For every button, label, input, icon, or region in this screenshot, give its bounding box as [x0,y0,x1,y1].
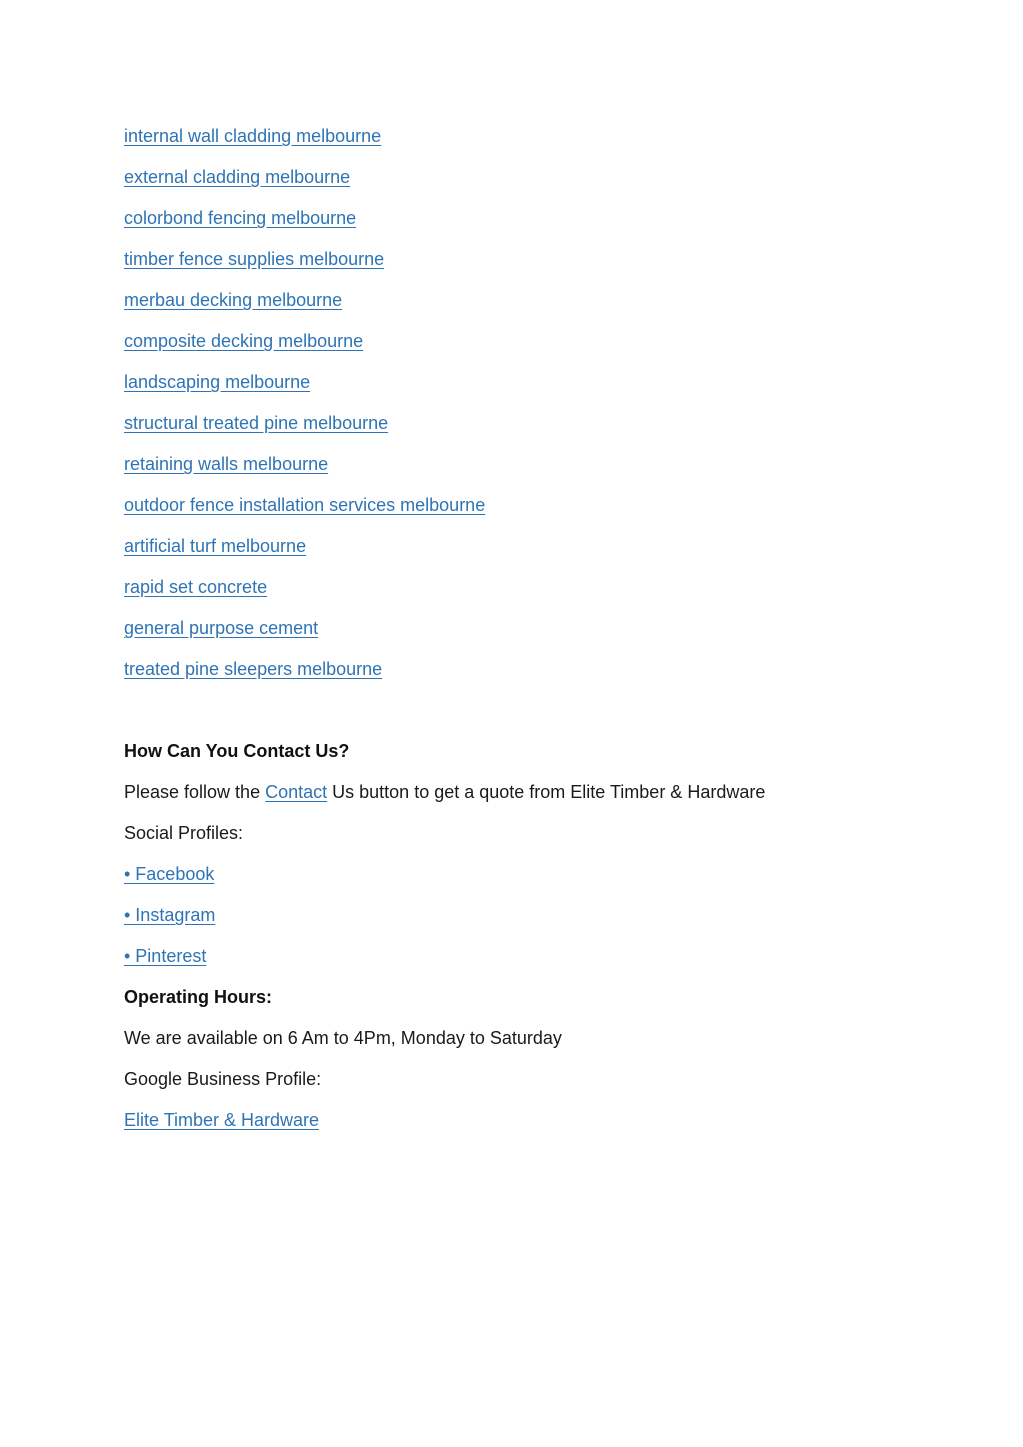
intro-text-before: Please follow the [124,782,266,802]
intro-text-after: Us button to get a quote from Elite Timber & Hardware [327,782,766,802]
link-general-purpose-cement[interactable]: general purpose cement [124,618,319,638]
service-link-row [124,567,963,608]
service-link-row [124,485,963,526]
link-colorbond-fencing-melbourne[interactable]: colorbond fencing melbourne [124,208,357,228]
service-link-row [124,239,963,280]
google-business-profile-label: Google Business Profile: [124,1069,322,1089]
gbp-link-row [124,1100,963,1141]
link-structural-treated-pine-melbourne[interactable]: structural treated pine melbourne [124,413,389,433]
social-link-row [124,936,963,977]
link-retaining-walls-melbourne[interactable]: retaining walls melbourne [124,454,329,474]
service-link-row [124,280,963,321]
service-link-row [124,198,963,239]
link-landscaping-melbourne[interactable]: landscaping melbourne [124,372,311,392]
link-elite-timber-hardware[interactable]: Elite Timber & Hardware [124,1110,320,1130]
social-link-row [124,854,963,895]
social-link-row [124,895,963,936]
link-merbau-decking-melbourne[interactable]: merbau decking melbourne [124,290,343,310]
blank-line [124,690,963,731]
link-timber-fence-supplies-melbourne[interactable]: timber fence supplies melbourne [124,249,385,269]
service-link-row [124,321,963,362]
link-rapid-set-concrete[interactable]: rapid set concrete [124,577,268,597]
link-pinterest[interactable]: • Pinterest [124,946,207,966]
operating-hours-text: We are available on 6 Am to 4Pm, Monday to Saturday [124,1028,562,1048]
link-treated-pine-sleepers-melbourne[interactable]: treated pine sleepers melbourne [124,659,383,679]
service-link-row [124,444,963,485]
link-contact[interactable]: Contact [265,782,328,802]
social-profiles-label: Social Profiles: [124,823,244,843]
service-link-row [124,526,963,567]
link-composite-decking-melbourne[interactable]: composite decking melbourne [124,331,364,351]
contact-intro-line [124,772,963,813]
service-link-row [124,116,963,157]
service-link-row [124,157,963,198]
link-outdoor-fence-installation-services-melbourne[interactable]: outdoor fence installation services melbourne [124,495,486,515]
link-instagram[interactable]: • Instagram [124,905,216,925]
service-link-row [124,403,963,444]
link-external-cladding-melbourne[interactable]: external cladding melbourne [124,167,351,187]
link-artificial-turf-melbourne[interactable]: artificial turf melbourne [124,536,307,556]
operating-hours-heading: Operating Hours: [124,987,273,1007]
service-link-row [124,608,963,649]
contact-us-heading: How Can You Contact Us? [124,741,350,761]
service-link-row [124,649,963,690]
link-facebook[interactable]: • Facebook [124,864,215,884]
link-internal-wall-cladding-melbourne[interactable]: internal wall cladding melbourne [124,126,382,146]
service-link-row [124,362,963,403]
